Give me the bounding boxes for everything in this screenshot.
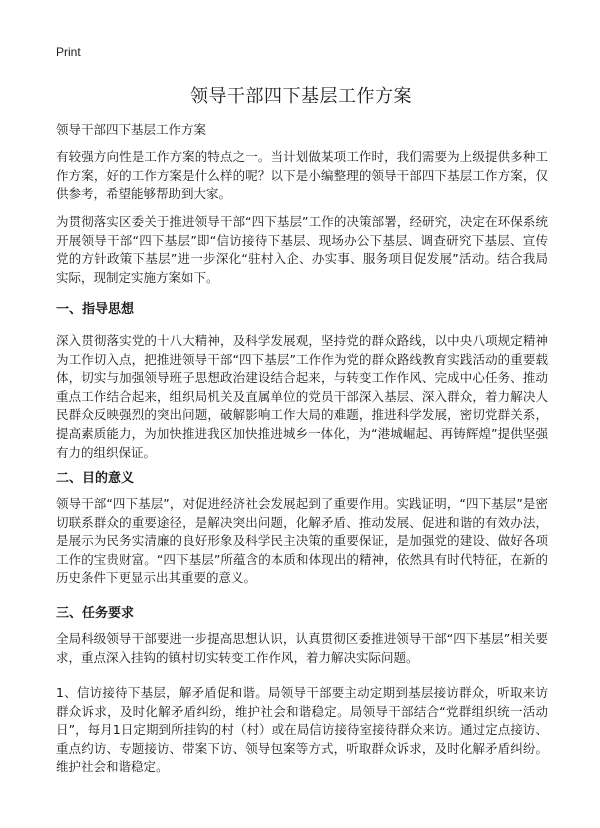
section-body-purpose: 领导干部“四下基层”，对促进经济社会发展起到了重要作用。实践证明，“四下基层”是密切联系群众的重要途径，是解决突出问题，化解矛盾、推动发展、促进和谐的有效办法，是展示为民务实清廉的良好形象及科学民主决策的重要保证，是加强党的建设、做好各项工作的宝贵财富。“四下基层”所蕴含的本质和体现出的精神，依然具有时代特征，在新的历史条件下更显示出其重要的意义。	[56, 496, 548, 586]
section-body-guiding: 深入贯彻落实党的十八大精神，及科学发展观，坚持党的群众路线，以中央八项规定精神为工作切入点，把推进领导干部“四下基层”工作作为党的群众路线教育实践活动的重要载体，切实与加强领导班子思想政治建设结合起来，与转变工作作风、完成中心任务、推动重点工作结合起来，组织局机关及直属单位的党员干部深入基层、深入群众，着力解决人民群众反映强烈的突出问题，破解影响工作大局的难题，推进科学发展，密切党群关系，提高素质能力，为加快推进我区加快推进城乡一体化，为“港城崛起、再铸辉煌”提供坚强有力的组织保证。	[56, 333, 548, 460]
print-link[interactable]: Print	[56, 45, 81, 59]
intro-paragraph: 有较强方向性是工作方案的特点之一。当计划做某项工作时，我们需要为上级提供多种工作方案，好的工作方案是什么样的呢？以下是小编整理的领导干部四下基层工作方案，仅供参考，希望能够帮助到大家。	[56, 149, 548, 202]
section-heading-purpose: 二、目的意义	[56, 471, 135, 486]
section-body-tasks: 全局科级领导干部要进一步提高思想认识，认真贯彻区委推进领导干部“四下基层”相关要求，重点深入挂钩的镇村切实转变工作作风，着力解决实际问题。	[56, 631, 548, 665]
preface-paragraph: 为贯彻落实区委关于推进领导干部“四下基层”工作的决策部署，经研究，决定在环保系统开展领导干部“四下基层”即“信访接待下基层、现场办公下基层、调查研究下基层、宣传党的方针政策下基层”进一步深化“驻村入企、办实事、服务项目促发展”活动。结合我局实际，现制定实施方案如下。	[56, 214, 548, 285]
document-subtitle: 领导干部四下基层工作方案	[56, 122, 207, 137]
section-heading-guiding: 一、指导思想	[56, 302, 135, 317]
task-item-1: 1、信访接待下基层，解矛盾促和谐。局领导干部要主动定期到基层接访群众，听取来访群众诉求，及时化解矛盾纠纷，维护社会和谐稳定。局领导干部结合“党群组织统一活动日”，每月1日定期到所挂钩的村（村）或在局信访接待室接待群众来访。通过定点接访、重点约访、专题接访、带案下访、领导包案等方式，听取群众诉求，及时化解矛盾纠纷。维护社会和谐稳定。	[56, 685, 548, 775]
document-title: 领导干部四下基层工作方案	[190, 86, 412, 107]
section-heading-tasks: 三、任务要求	[56, 606, 135, 621]
